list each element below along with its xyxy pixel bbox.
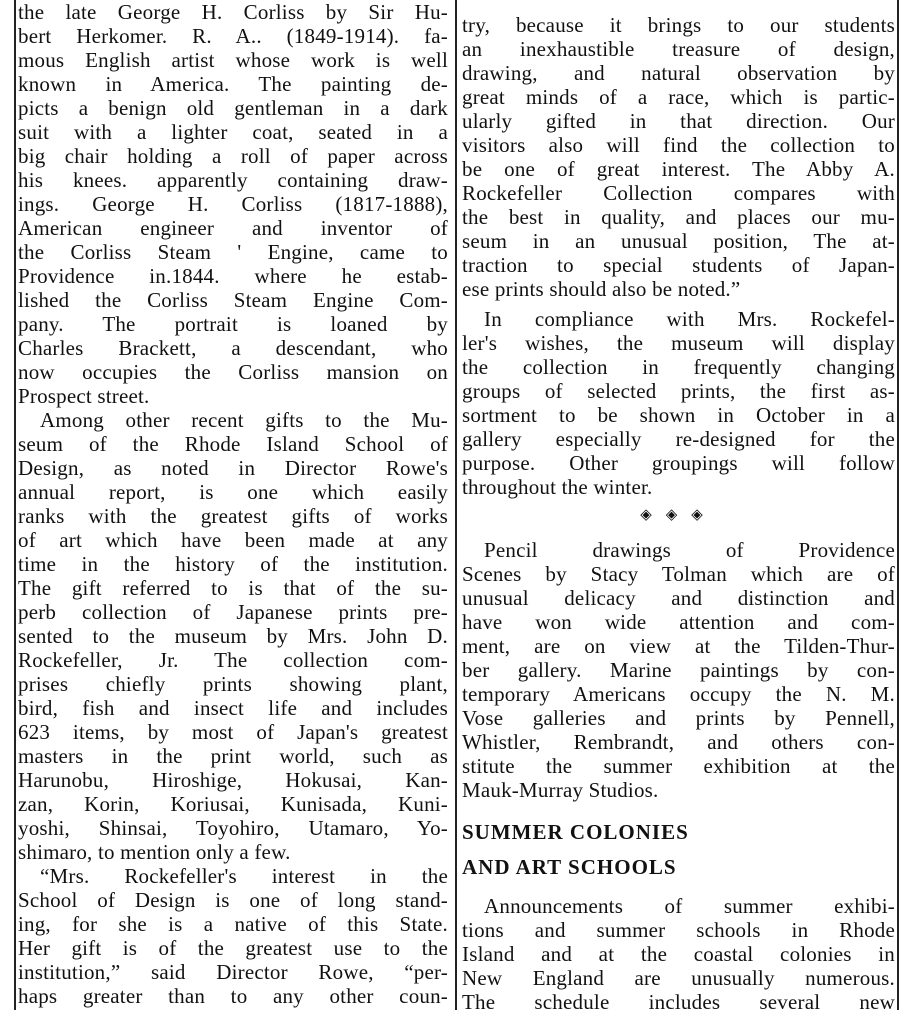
section-heading: SUMMER COLONIES [462,820,689,844]
text-line: known in America. The painting de- [18,72,448,96]
text-line: Prospect street. [18,384,150,408]
paragraph [18,864,448,1008]
text-line: the best in quality, and places our mu- [462,205,895,229]
text-line: great minds of a race, which is partic- [462,85,895,109]
text-line: Rockefeller, Jr. The collection com- [18,648,448,672]
text-line: Her gift is of the greatest use to the [18,936,448,960]
right-column [462,0,895,1014]
text-line: time in the history of the institution. [18,552,448,576]
text-line: Harunobu, Hiroshige, Hokusai, Kan- [18,768,448,792]
text-line: seum of the Rhode Island School of [18,432,448,456]
text-line: Scenes by Stacy Tolman which are of [462,562,895,586]
text-line: School of Design is one of long stand- [18,888,448,912]
text-line: throughout the winter. [462,475,653,499]
text-line: perb collection of Japanese prints pre- [18,600,448,624]
text-line: Rockefeller Collection compares with [462,181,895,205]
text-line: 623 items, by most of Japan's greatest [18,720,448,744]
text-line: New England are unusually numerous. [462,966,895,990]
text-line: stitute the summer exhibition at the [462,754,895,778]
paragraph [18,408,448,864]
text-line: the Corliss Steam ' Engine, came to [18,240,448,264]
text-line: tions and summer schools in Rhode [462,918,895,942]
text-line: The schedule includes several new [462,990,895,1014]
text-line: Charles Brackett, a descendant, who [18,336,448,360]
text-line: Vose galleries and prints by Pennell, [462,706,895,730]
text-line: try, because it brings to our students [462,13,895,37]
text-line: unusual delicacy and distinction and [462,586,895,610]
text-line: “Mrs. Rockefeller's interest in the [40,864,448,888]
text-line: Announcements of summer exhibi- [484,894,895,918]
text-line: bert Herkomer. R. A.. (1849-1914). fa- [18,24,448,48]
text-line: mous English artist whose work is well [18,48,448,72]
text-line: ese prints should also be noted.” [462,277,741,301]
text-line: sented to the museum by Mrs. John D. [18,624,448,648]
text-line: seum in an unusual position, The at- [462,229,895,253]
text-line: drawing, and natural observation by [462,61,895,85]
text-line: shimaro, to mention only a few. [18,840,291,864]
text-line: masters in the print world, such as [18,744,448,768]
text-line: bird, fish and insect life and includes [18,696,448,720]
text-line: zan, Korin, Koriusai, Kunisada, Kuni- [18,792,448,816]
text-line: be one of great interest. The Abby A. [462,157,895,181]
text-line: Design, as noted in Director Rowe's [18,456,448,480]
paragraph [462,538,895,802]
text-line: In compliance with Mrs. Rockefel- [484,307,895,331]
paragraph [462,894,895,1014]
text-line: ler's wishes, the museum will display [462,331,895,355]
text-line: big chair holding a roll of paper across [18,144,448,168]
text-line: the collection in frequently changing [462,355,895,379]
text-line: temporary Americans occupy the N. M. [462,682,895,706]
text-line: have won wide attention and com- [462,610,895,634]
text-line: American engineer and inventor of [18,216,448,240]
text-line: ber gallery. Marine paintings by con- [462,658,895,682]
text-line: Whistler, Rembrandt, and others con- [462,730,895,754]
left-column [18,0,448,1008]
text-line: yoshi, Shinsai, Toyohiro, Utamaro, Yo- [18,816,448,840]
text-line: prises chiefly prints showing plant, [18,672,448,696]
text-line: Among other recent gifts to the Mu- [40,408,448,432]
text-line: ularly gifted in that direction. Our [462,109,895,133]
text-line: Pencil drawings of Providence [484,538,895,562]
text-line: gallery especially re-designed for the [462,427,895,451]
text-line: groups of selected prints, the first as- [462,379,895,403]
left-column-rule [14,0,16,1010]
text-line: his knees. apparently containing draw- [18,168,448,192]
text-line: The gift referred to is that of the su- [18,576,448,600]
text-line: ing, for she is a native of this State. [18,912,448,936]
text-line: ranks with the greatest gifts of works [18,504,448,528]
text-line: the late George H. Corliss by Sir Hu- [18,0,448,24]
text-line: traction to special students of Japan- [462,253,895,277]
text-line: annual report, is one which easily [18,480,448,504]
text-line: ings. George H. Corliss (1817-1888), [18,192,448,216]
paragraph [18,0,448,408]
text-line: suit with a lighter coat, seated in a [18,120,448,144]
text-line: pany. The portrait is loaned by [18,312,448,336]
text-line: lished the Corliss Steam Engine Com- [18,288,448,312]
right-edge-rule [897,0,899,1010]
text-line: Mauk-Murray Studios. [462,778,659,802]
text-line: visitors also will find the collection to [462,133,895,157]
text-line: picts a benign old gentleman in a dark [18,96,448,120]
text-line: purpose. Other groupings will follow [462,451,895,475]
text-line: Island and at the coastal colonies in [462,942,895,966]
text-line: haps greater than to any other coun- [18,984,448,1008]
column-divider-rule [455,0,457,1010]
text-line: ment, are on view at the Tilden-Thur- [462,634,895,658]
section-heading: AND ART SCHOOLS [462,855,677,879]
section-break-ornament-icon: ◈◈◈ [640,507,717,523]
text-line: an inexhaustible treasure of design, [462,37,895,61]
text-line: of art which have been made at any [18,528,448,552]
text-line: Providence in.1844. where he estab- [18,264,448,288]
text-line: institution,” said Director Rowe, “per- [18,960,448,984]
text-line: sortment to be shown in October in a [462,403,895,427]
text-line: now occupies the Corliss mansion on [18,360,448,384]
paragraph [462,307,895,499]
paragraph [462,13,895,301]
